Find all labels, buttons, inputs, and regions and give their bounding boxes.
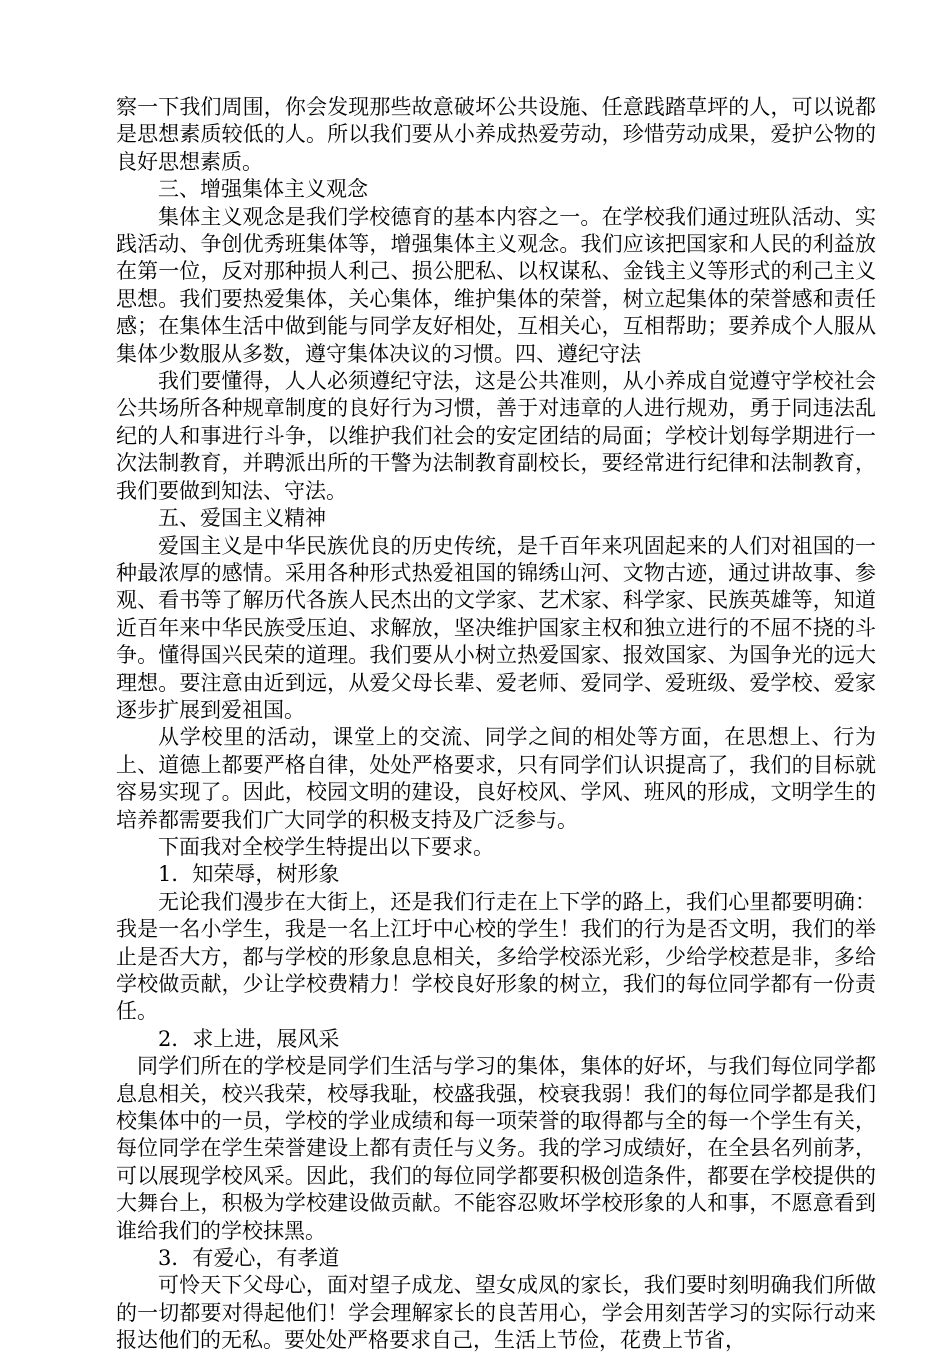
requirement-heading-1: 1．知荣辱，树形象 <box>158 862 340 887</box>
paragraph-law: 我们要懂得，人人必须遵纪守法，这是公共准则，从小养成自觉遵守学校社会公共场所各种规章制度的良好行为习惯，善于对违章的人进行规劝，勇于同违法乱纪的人和事进行斗争，以维护我们社会的安定团结的局面；学校计划每学期进行一次法制教育，并聘派出所的干警为法制教育副校长，要经常进行纪律和法制教育，我们要做到知法、守法。 <box>116 369 876 503</box>
requirement-heading-2: 2．求上进，展风采 <box>158 1026 340 1051</box>
paragraph-continuation: 察一下我们周围，你会发现那些故意破坏公共设施、任意践踏草坪的人，可以说都是思想素质较低的人。所以我们要从小养成热爱劳动，珍惜劳动成果，爱护公物的良好思想素质。 <box>116 95 876 174</box>
paragraph-requirement-2: 同学们所在的学校是同学们生活与学习的集体，集体的好坏，与我们每位同学都息息相关，校兴我荣，校辱我耻，校盛我强，校衰我弱！我们的每位同学都是我们校集体中的一员，学校的学业成绩和每一项荣誉的取得都与全的每一个学生有关，每位同学在学生荣誉建设上都有责任与义务。我的学习成绩好，在全县名列前茅，可以展现学校风采。因此，我们的每位同学都要积极创造条件，都要在学校提供的大舞台上，积极为学校建设做贡献。不能容忍败坏学校形象的人和事，不愿意看到谁给我们的学校抹黑。 <box>116 1054 876 1243</box>
paragraph-requirement-3: 可怜天下父母心，面对望子成龙、望女成凤的家长，我们要时刻明确我们所做的一切都要对得起他们！学会理解家长的良苦用心，学会用刻苦学习的实际行动来报达他们的无私。要处处严格要求自己，生活上节俭，花费上节省， <box>116 1273 876 1353</box>
paragraph-requirements-intro: 下面我对全校学生特提出以下要求。 <box>158 834 494 859</box>
paragraph-requirement-1: 无论我们漫步在大街上，还是我们行走在上下学的路上，我们心里都要明确：我是一名小学生，我是一名上江圩中心校的学生！我们的行为是否文明，我们的举止是否大方，都与学校的形象息息相关，多给学校添光彩，少给学校惹是非，多给学校做贡献，少让学校费精力！学校良好形象的树立，我们的每位同学都有一份责任。 <box>116 889 876 1024</box>
requirement-heading-3: 3．有爱心，有孝道 <box>158 1246 340 1271</box>
paragraph-patriotism: 爱国主义是中华民族优良的历史传统，是千百年来巩固起来的人们对祖国的一种最浓厚的感情。采用各种形式热爱祖国的锦绣山河、文物古迹，通过讲故事、参观、看书等了解历代各族人民杰出的文学家、艺术家、科学家、民族英雄等，知道近百年来中华民族受压迫、求解放，坚决维护国家主权和独立进行的不屈不挠的斗争。懂得国兴民荣的道理。我们要从小树立热爱国家、报效国家、为国争光的远大理想。要注意由近到远，从爱父母长辈、爱老师、爱同学、爱班级、爱学校、爱家逐步扩展到爱祖国。 <box>116 533 876 722</box>
section-heading-patriotism: 五、爱国主义精神 <box>158 506 326 531</box>
document-page <box>116 94 876 1355</box>
paragraph-school-life: 从学校里的活动，课堂上的交流、同学之间的相处等方面，在思想上、行为上、道德上都要严格自律，处处严格要求，只有同学们认识提高了，我们的目标就容易实现了。因此，校园文明的建设，良好校风、学风、班风的形成，文明学生的培养都需要我们广大同学的积极支持及广泛参与。 <box>116 725 876 832</box>
paragraph-collectivism: 集体主义观念是我们学校德育的基本内容之一。在学校我们通过班队活动、实践活动、争创优秀班集体等，增强集体主义观念。我们应该把国家和人民的利益放在第一位，反对那种损人利己、损公肥私、以权谋私、金钱主义等形式的利己主义思想。我们要热爱集体，关心集体，维护集体的荣誉，树立起集体的荣誉感和责任感；在集体生活中做到能与同学友好相处，互相关心，互相帮助；要养成个人服从集体少数服从多数，遵守集体决议的习惯。四、遵纪守法 <box>116 204 876 366</box>
section-heading-collectivism: 三、增强集体主义观念 <box>158 177 368 202</box>
